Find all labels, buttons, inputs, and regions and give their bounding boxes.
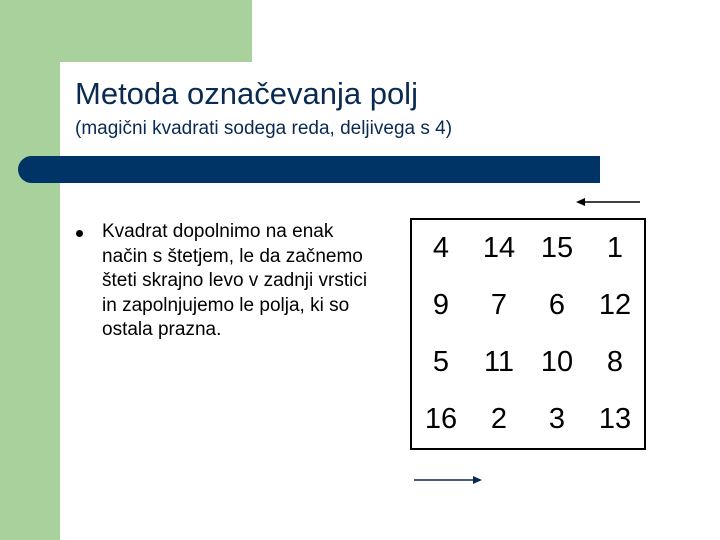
magic-square-grid	[410, 218, 646, 450]
grid-cell: 12	[598, 289, 632, 321]
grid-cell: 3	[548, 403, 566, 435]
grid-cell: 14	[482, 232, 516, 264]
grid-cell: 5	[432, 346, 450, 378]
grid-cell: 15	[540, 232, 574, 264]
left-green-strip	[0, 0, 60, 540]
slide-subtitle: (magični kvadrati sodega reda, deljivega s 4)	[75, 118, 453, 139]
grid-cell: 8	[606, 346, 624, 378]
grid-cell: 1	[606, 232, 624, 264]
grid-row	[411, 334, 645, 391]
bullet-icon	[76, 230, 83, 237]
grid-cell: 11	[483, 346, 515, 378]
slide-title: Metoda označevanja polj	[75, 76, 418, 111]
top-green-block	[0, 0, 252, 62]
right-arrow-icon	[414, 474, 482, 486]
grid-cell: 10	[540, 346, 574, 378]
grid-cell: 4	[432, 232, 450, 264]
title-divider-bar	[18, 156, 600, 183]
grid-cell: 6	[548, 289, 566, 321]
grid-row	[411, 277, 645, 334]
grid-row	[411, 219, 645, 277]
left-arrow-icon	[576, 196, 642, 208]
grid-row	[411, 391, 645, 449]
grid-cell: 7	[490, 289, 508, 321]
grid-cell: 2	[490, 403, 508, 435]
grid-cell: 16	[424, 403, 458, 435]
grid-cell: 9	[432, 289, 450, 321]
grid-cell: 13	[598, 403, 632, 435]
bullet-text: Kvadrat dopolnimo na enak način s štetjem, le da začnemo šteti skrajno levo v zadnji vrstici in zapolnjujemo le polja, ki so ostala prazna.	[102, 221, 368, 340]
